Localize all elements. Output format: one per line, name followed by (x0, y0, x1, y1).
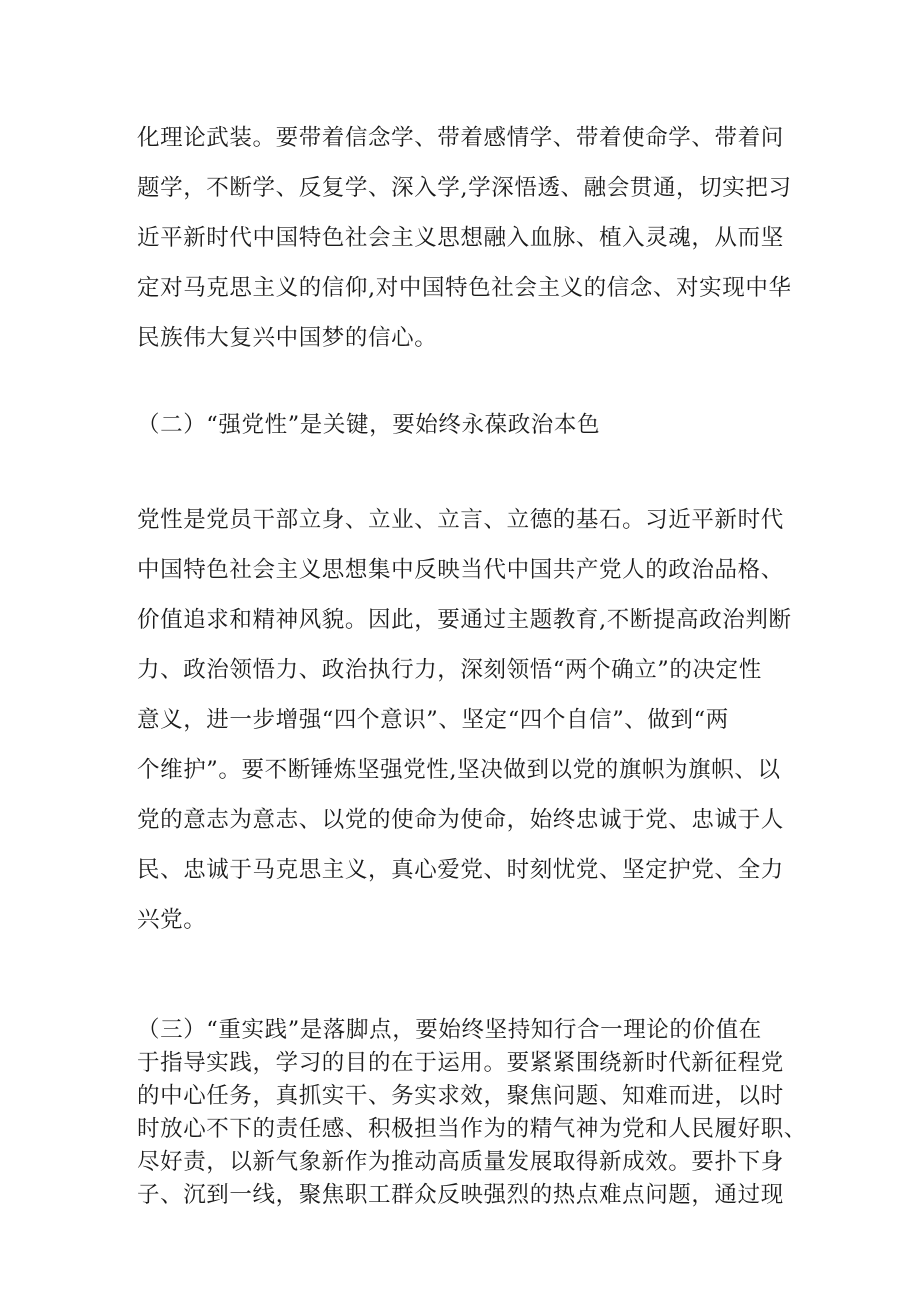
text-line: 力、政治领悟力、政治执行力，深刻领悟“两个确立”的决定性 (137, 657, 762, 683)
section-heading-party-spirit (137, 400, 797, 450)
text-line: 定对马克思主义的信仰,对中国特色社会主义的信念、对实现中华 (137, 275, 792, 301)
text-line: 时放心不下的责任感、积极担当作为的精气神为党和人民履好职、 (137, 1116, 807, 1142)
text-line: 近平新时代中国特色社会主义思想融入血脉、植入灵魂，从而坚 (137, 225, 784, 251)
text-line: 尽好责，以新气象新作为推动高质量发展取得新成效。要扑下身 (137, 1149, 784, 1175)
text-line: 中国特色社会主义思想集中反映当代中国共产党人的政治品格、 (137, 557, 784, 583)
text-line: 于指导实践，学习的目的在于运用。要紧紧围绕新时代新征程党 (137, 1050, 784, 1076)
text-line: 的中心任务，真抓实干、务实求效，聚焦问题、知难而进，以时 (137, 1083, 784, 1109)
text-line: 兴党。 (137, 907, 207, 933)
text-line: 民族伟大复兴中国梦的信心。 (137, 325, 438, 351)
heading-text: （二）“强党性”是关键，要始终永葆政治本色 (137, 412, 601, 438)
text-line: 党的意志为意志、以党的使命为使命，始终忠诚于党、忠诚于人 (137, 807, 784, 833)
text-line: 题学，不断学、反复学、深入学,学深悟透、融会贯通，切实把习 (137, 175, 792, 201)
text-line: 党性是党员干部立身、立业、立言、立德的基石。习近平新时代 (137, 507, 784, 533)
text-line: 子、沉到一线，聚焦职工群众反映强烈的热点难点问题，通过现 (137, 1182, 784, 1208)
paragraph-practice (137, 1014, 807, 1212)
text-line: （三）“重实践”是落脚点，要始终坚持知行合一理论的价值在 (137, 1017, 762, 1043)
text-line: 化理论武装。要带着信念学、带着感情学、带着使命学、带着问 (137, 125, 784, 151)
text-line: 民、忠诚于马克思主义，真心爱党、时刻忧党、坚定护党、全力 (137, 857, 784, 883)
text-line: 个维护”。要不断锤炼坚强党性,坚决做到以党的旗帜为旗帜、以 (137, 757, 781, 783)
paragraph-party-spirit (137, 495, 797, 945)
text-line: 价值追求和精神风貌。因此，要通过主题教育,不断提高政治判断 (137, 607, 792, 633)
paragraph-theory-armament (137, 113, 797, 363)
text-line: 意义，进一步增强“四个意识”、坚定“四个自信”、做到“两 (137, 707, 729, 733)
